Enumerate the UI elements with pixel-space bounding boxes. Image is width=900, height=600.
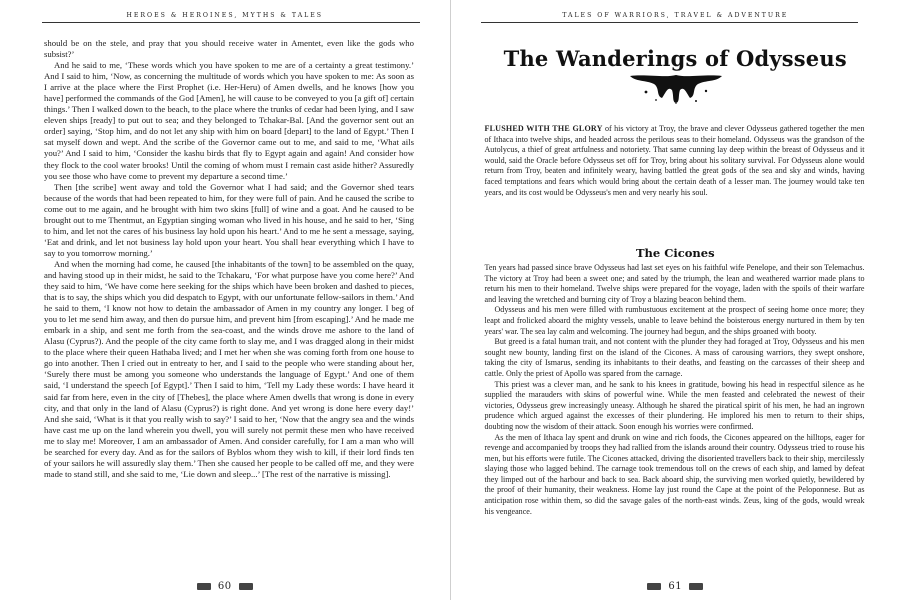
header-rule-right [481,22,859,23]
page-number-left: 60 [0,581,450,592]
page-number-right: 61 [451,581,900,592]
section-body-text [485,263,865,517]
lead-in: FLUSHED WITH THE GLORY [484,124,603,133]
paragraph: Then [the scribe] went away and told the Governor what I had said; and the Governor shed tears because of the words that had been repeated to him, for they were full of pain. And he caused the scribe to come out to me again, and he brought with him two skins [full] of wine and a goat. And he caused to be brought out to me Thentmut, an Egyptian singing woman who lived in his house, and he said to her, ‘Sing to him, and let not the cares of his business lay hold upon his heart.’ And to me he sent a message, saying, ‘Eat and drink, and let not business lay hold upon your heart. You shall hear everything which I have to say to you tomorrow morning.’ [44,181,414,258]
section-title: The Cicones [635,246,715,260]
ornament-icon [239,583,253,590]
paragraph: Ten years had passed since brave Odysseus had last set eyes on his faithful wife Penelope, and their son Telemachus. The victory at Troy had been a sweet one; and sated by the triumph, the lean and weathered warrior made plans to return his men to their homeland. Twelve ships were prepared for the voyage, laden with the spoils of their warfare and leaving the wretched and burning city of Troy a blazing beacon behind them. [484,263,865,304]
chapter-title: The Wanderings of Odysseus [503,46,847,71]
ornament-icon [197,583,211,590]
intro-text [485,124,865,198]
paragraph: And he said to me, ‘These words which you have spoken to me are of a certainty a great testimony.’ And I said to him, ‘Now, as concerning the multitude of words which you have spoken to me: As soon as I arrive at the place where the First Prophet (i.e. Her-Heru) of Amen dwells, and he knows [how you have] performed the commands of the God [Amen], he will cause to be conveyed to you [a gift of] certain things.’ Then I walked down to the beach, to the place where the trunks of cedar had been lying, and I saw eleven ships [ready] to put out to sea; and they belonged to Tchakar-Bal. [And the governor sent out an order] saying, ‘Stop him, and do not let any ship with him on board [depart] to the land of Egypt.’ Then I sat myself down and wept. And the scribe of the Governor came out to me, and said to me, ‘What ails you?’ And I said to him, ‘Consider the kashu birds that fly to Egypt again and again! And consider how they flock to the cool water brooks! Until the coming of whom must I remain cast aside hither? Assuredly you see those who have come to prevent my departure a second time.’ [44,60,414,181]
running-head-left: HEROES & HEROINES, MYTHS & TALES [126,12,324,19]
left-body-text [44,38,414,480]
ornament-icon [647,583,661,590]
paragraph: And when the morning had come, he caused [the inhabitants of the town] to be assembled on the quay, and having stood up in their midst, he said to the Tchakaru, ‘For what purpose have you come here?’ And they said to him, ‘We have come here seeking for the ships which have been broken and dashed to pieces, that is to say, the ships which you did despatch to Egypt, with our unfortunate fellow-sailors in them.’ And he said to them, ‘I know not how to detain the ambassador of Amen in my country any longer. I beg of you to let me send him away, and then do pursue him, and prevent him [from escaping].’ And he made me embark in a ship, and sent me forth from the sea-coast, and the winds drove me ashore to the land of Alasu (Cyprus?). And the people of the city came forth to slay me, and I was dragged along in their midst to the place where their queen Hathaba lived; and I met her when she was coming forth from one house to go into another. Then I cried out in entreaty to her, and I said to the people who were standing about her, ‘Surely there must be among you someone who understands the language of Egypt.’ And one of them said, ‘I understand the speech [of Egypt].’ Then I said to him, ‘Tell my Lady these words: I have heard it said far from here, even in the city of [Thebes], the place where Amen dwells that wrong is done in every city, and that only in the land of Alasu (Cyprus?) is right done. And yet wrong is done here every day!’ And she said, ‘What is it that you really wish to say?’ I said to her, ‘Now that the angry sea and the winds have cast me up on the land wherein you dwell, you will surely not permit these men who have received me to slay me! Moreover, I am an ambassador of Amen. And consider carefully, for I am a man who will be searched for every day. And as for the sailors of Byblos whom they wish to kill, if their lord finds ten of your sailors he will assuredly slay them.’ Then she caused her people to be called off me, and they were made to stand still, and she said to me, ‘Lie down and sleep...’ [The rest of the narrative is missing]. [44,258,414,479]
header-rule-left [42,22,420,23]
paragraph: This priest was a clever man, and he sank to his knees in gratitude, bowing his head in respectful silence as he supplied the marauders with skins of powerful wine. While the men feasted and celebrated the newest of their victories, Odysseus grew increasingly uneasy. Although he shared the piratical spirit of his men, he had an ingrown prudence which argued against the excesses of their plundering. He implored his men to return to their ships, doubting now the wisdom of their attack. Soon enough his worries were confirmed. [484,379,865,431]
paragraph: should be on the stele, and pray that you should receive water in Amentet, even like the gods who subsist?’ [44,38,414,60]
paragraph: But greed is a fatal human trait, and not content with the plunder they had foraged at Troy, Odysseus and his men sought new bounty, landing first on the island of the Cicones. A mass of carousing warriors, they swept onshore, taking the city of Ismarus, sending its inhabitants to their deaths, and feasting on the carcasses of their sheep and cattle. Only the priest of Apollo was spared from the carnage. [484,337,865,378]
running-head-right: TALES OF WARRIORS, TRAVEL & ADVENTURE [562,12,789,19]
right-page [451,0,900,600]
ink-splatter-ornament-icon [626,72,726,104]
paragraph: Odysseus and his men were filled with rumbustuous excitement at the prospect of seeing home once more; they leapt and frolicked aboard the mighty vessels, unable to leave behind the boisterous energy nurtured in them by ten years' war. The sea lay calm and welcoming. The journey had begun, and the ships groaned with booty. [484,305,865,336]
ornament-icon [689,583,703,590]
intro-paragraph: FLUSHED WITH THE GLORY of his victory at Troy, the brave and clever Odysseus gathered together the men of Ithaca into twelve ships, and headed across the perilous seas to their homeland. Odysseus was the grandson of the Autolycus, a thief of great artfulness and notoriety. That same cunning lay deep within the breast of Odysseus and it would, said the Oracle before Odysseus set off for Troy, bring about his solitary survival. For Odysseus alone would return from Troy, beaten and infinitely weary, having battled the great gods of the sea and sky and winds, having faced temptations and fears which would bring about the certain death of a lesser man. The journey would take ten years, and its cost would be Odysseus's men and very nearly his soul. [484,124,865,197]
paragraph: As the men of Ithaca lay spent and drunk on wine and rich foods, the Cicones appeared on the hilltops, eager for revenge and accompanied by troops they had rallied from the islands around their country. Odysseus tried to rouse his men, but his efforts were futile. The Cicones attacked, driving the disoriented travellers back to their ship, mercilessly slaying those who lagged behind. The carnage took tremendous toll on the crews of each ship, and lamed by defeat they limped out of the harbour and back to sea. Back aboard ship, the surviving men worked quietly, bewildered by the proof of their humanity, their weakness. Home lay just round the Cape at the point of the Peloponnese. But as anticipation rose within them, so did the savage gales of the north-east winds. Zeus, king of the gods, would wreak his vengeance. [484,432,865,516]
